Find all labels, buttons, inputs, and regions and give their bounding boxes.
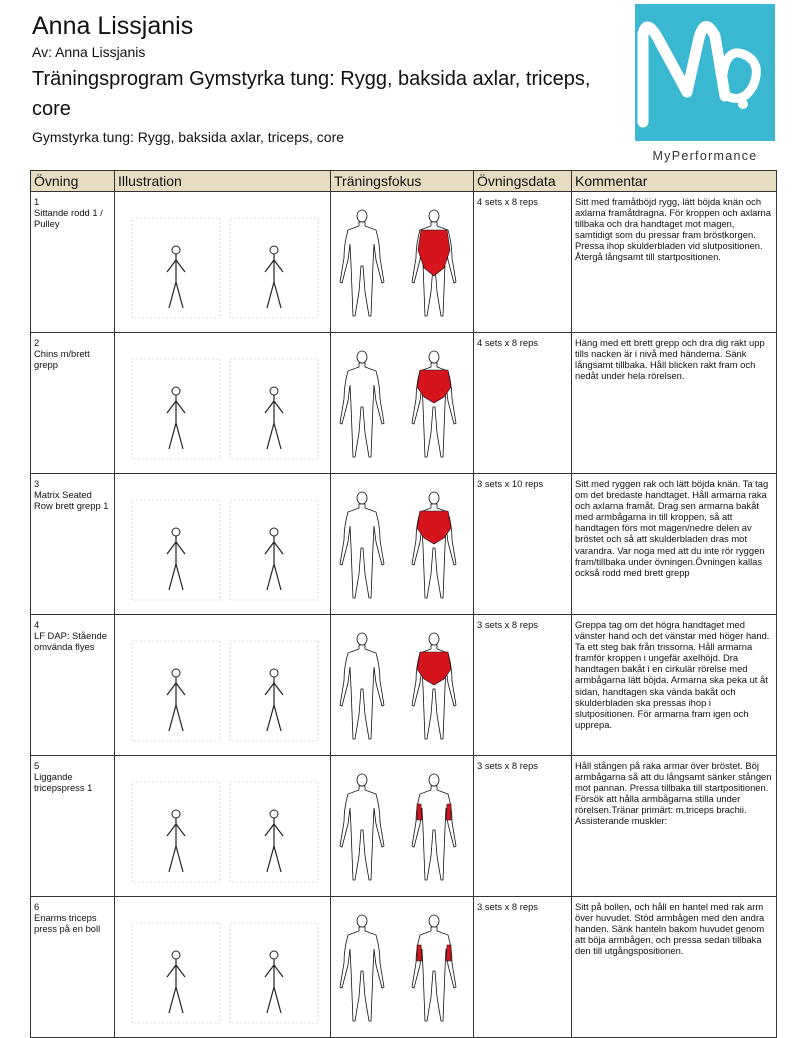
exercise-table bbox=[30, 170, 777, 1038]
exercise-name: Matrix Seated Row brett grepp 1 bbox=[34, 489, 109, 512]
exercise-number: 3 bbox=[34, 478, 40, 489]
exercise-name: LF DAP: Stående omvända flyes bbox=[34, 630, 107, 653]
col-header-comment: Kommentar bbox=[572, 171, 777, 192]
exercise-cell bbox=[31, 756, 115, 897]
exercise-illustration-icon bbox=[118, 619, 334, 751]
col-header-focus: Träningsfokus bbox=[331, 171, 474, 192]
exercise-data: 3 sets x 8 reps bbox=[474, 615, 572, 756]
muscle-focus-icon bbox=[334, 619, 477, 751]
focus-cell bbox=[331, 474, 474, 615]
exercise-number: 6 bbox=[34, 901, 40, 912]
col-header-exercise: Övning bbox=[31, 171, 115, 192]
muscle-focus-icon bbox=[334, 478, 477, 610]
exercise-data: 4 sets x 8 reps bbox=[474, 192, 572, 333]
exercise-comment: Sitt med framåtböjd rygg, lätt böjda knän och axlarna framåtdragna. För kroppen och axlarna tillbaka och dra handtaget mot magen, samtidigt som du pressar fram bröstkorgen. Pressa ihop skulderbladen vid slutpositionen. Återgå långsamt till startpositionen. bbox=[572, 192, 777, 333]
author-line: Av: Anna Lissjanis bbox=[32, 44, 146, 60]
exercise-cell bbox=[31, 615, 115, 756]
client-name: Anna Lissjanis bbox=[32, 12, 194, 40]
exercise-number: 4 bbox=[34, 619, 40, 630]
exercise-comment: Häng med ett brett grepp och dra dig rakt upp tills nacken är i nivå med händerna. Sänk långsamt tillbaka. Håll blicken rakt fram och nedåt under hela rörelsen. bbox=[572, 333, 777, 474]
exercise-number: 5 bbox=[34, 760, 40, 771]
muscle-focus-icon bbox=[334, 337, 477, 469]
program-subtitle: Gymstyrka tung: Rygg, baksida axlar, triceps, core bbox=[32, 129, 345, 145]
exercise-cell bbox=[31, 333, 115, 474]
table-row bbox=[31, 615, 777, 756]
exercise-number: 2 bbox=[34, 337, 40, 348]
exercise-data: 3 sets x 8 reps bbox=[474, 897, 572, 1038]
table-row bbox=[31, 333, 777, 474]
col-header-illustration: Illustration bbox=[115, 171, 331, 192]
focus-cell bbox=[331, 192, 474, 333]
exercise-number: 1 bbox=[34, 196, 40, 207]
logo-mark-icon bbox=[635, 4, 775, 141]
exercise-illustration-icon bbox=[118, 478, 334, 610]
exercise-illustration-icon bbox=[118, 760, 334, 892]
exercise-data: 3 sets x 10 reps bbox=[474, 474, 572, 615]
illustration-cell bbox=[115, 756, 331, 897]
illustration-cell bbox=[115, 474, 331, 615]
exercise-comment: Greppa tag om det högra handtaget med vänster hand och det vänstar med höger hand. Ta ett steg bak från trissorna. Håll armarna framför kroppen i ungefär axelhöjd. Dra handtagen bakåt i en cirkulär rörelse med armbågarna lätt böjda. Armarna ska peka ut åt sidan, handtagen ska vända bakåt och skulderbladen ska pressas ihop i slutpositionen. För armarna fram igen och upprepa. bbox=[572, 615, 777, 756]
exercise-name: Liggande tricepspress 1 bbox=[34, 771, 93, 794]
document-header bbox=[32, 10, 622, 145]
muscle-focus-icon bbox=[334, 760, 477, 892]
myperformance-logo bbox=[635, 4, 775, 141]
illustration-cell bbox=[115, 192, 331, 333]
exercise-name: Enarms triceps press på en boll bbox=[34, 912, 101, 935]
exercise-data: 4 sets x 8 reps bbox=[474, 333, 572, 474]
exercise-illustration-icon bbox=[118, 196, 334, 328]
exercise-illustration-icon bbox=[118, 337, 334, 469]
exercise-cell bbox=[31, 474, 115, 615]
exercise-name: Chins m/brett grepp bbox=[34, 348, 90, 371]
table-header-row bbox=[31, 171, 777, 192]
table-row bbox=[31, 756, 777, 897]
table-row bbox=[31, 897, 777, 1038]
table-row bbox=[31, 474, 777, 615]
illustration-cell bbox=[115, 333, 331, 474]
muscle-focus-icon bbox=[334, 196, 477, 328]
exercise-comment: Sitt med ryggen rak och lätt böjda knän. Ta tag om det bredaste handtaget. Håll armarna raka och axlarna framåt. Drag sen armarna bakåt med armbågarna in till kroppen, så att handtagen förs mot magen/nedre delen av bröstet och så att skulderbladen dras mot varandra. Var noga med att du inte rör ryggen fram/tillbaka under övningen.Övningen kallas också rodd med brett grepp bbox=[572, 474, 777, 615]
illustration-cell bbox=[115, 615, 331, 756]
exercise-illustration-icon bbox=[118, 901, 334, 1033]
focus-cell bbox=[331, 756, 474, 897]
exercise-comment: Sitt på bollen, och håll en hantel med rak arm över huvudet. Stöd armbågen med den andra handen. Sänk hanteln bakom huvudet genom att böja armbågen, och pressa sedan tillbaka den till utgångspositionen. bbox=[572, 897, 777, 1038]
muscle-focus-icon bbox=[334, 901, 477, 1033]
illustration-cell bbox=[115, 897, 331, 1038]
exercise-cell bbox=[31, 897, 115, 1038]
focus-cell bbox=[331, 333, 474, 474]
exercise-name: Sittande rodd 1 / Pulley bbox=[34, 207, 103, 230]
exercise-comment: Håll stången på raka armar över bröstet. Böj armbågarna så att du långsamt sänker stången mot pannan. Pressa tillbaka till startpositionen. Försök att hålla armbågarna stilla under rörelsen.Tränar primärt: m.triceps brachii. Assisterande muskler: bbox=[572, 756, 777, 897]
logo-text: MyPerformance bbox=[652, 149, 758, 163]
col-header-data: Övningsdata bbox=[474, 171, 572, 192]
focus-cell bbox=[331, 897, 474, 1038]
exercise-cell bbox=[31, 192, 115, 333]
exercise-data: 3 sets x 8 reps bbox=[474, 756, 572, 897]
program-title: Träningsprogram Gymstyrka tung: Rygg, baksida axlar, triceps, core bbox=[32, 68, 591, 120]
table-row bbox=[31, 192, 777, 333]
focus-cell bbox=[331, 615, 474, 756]
